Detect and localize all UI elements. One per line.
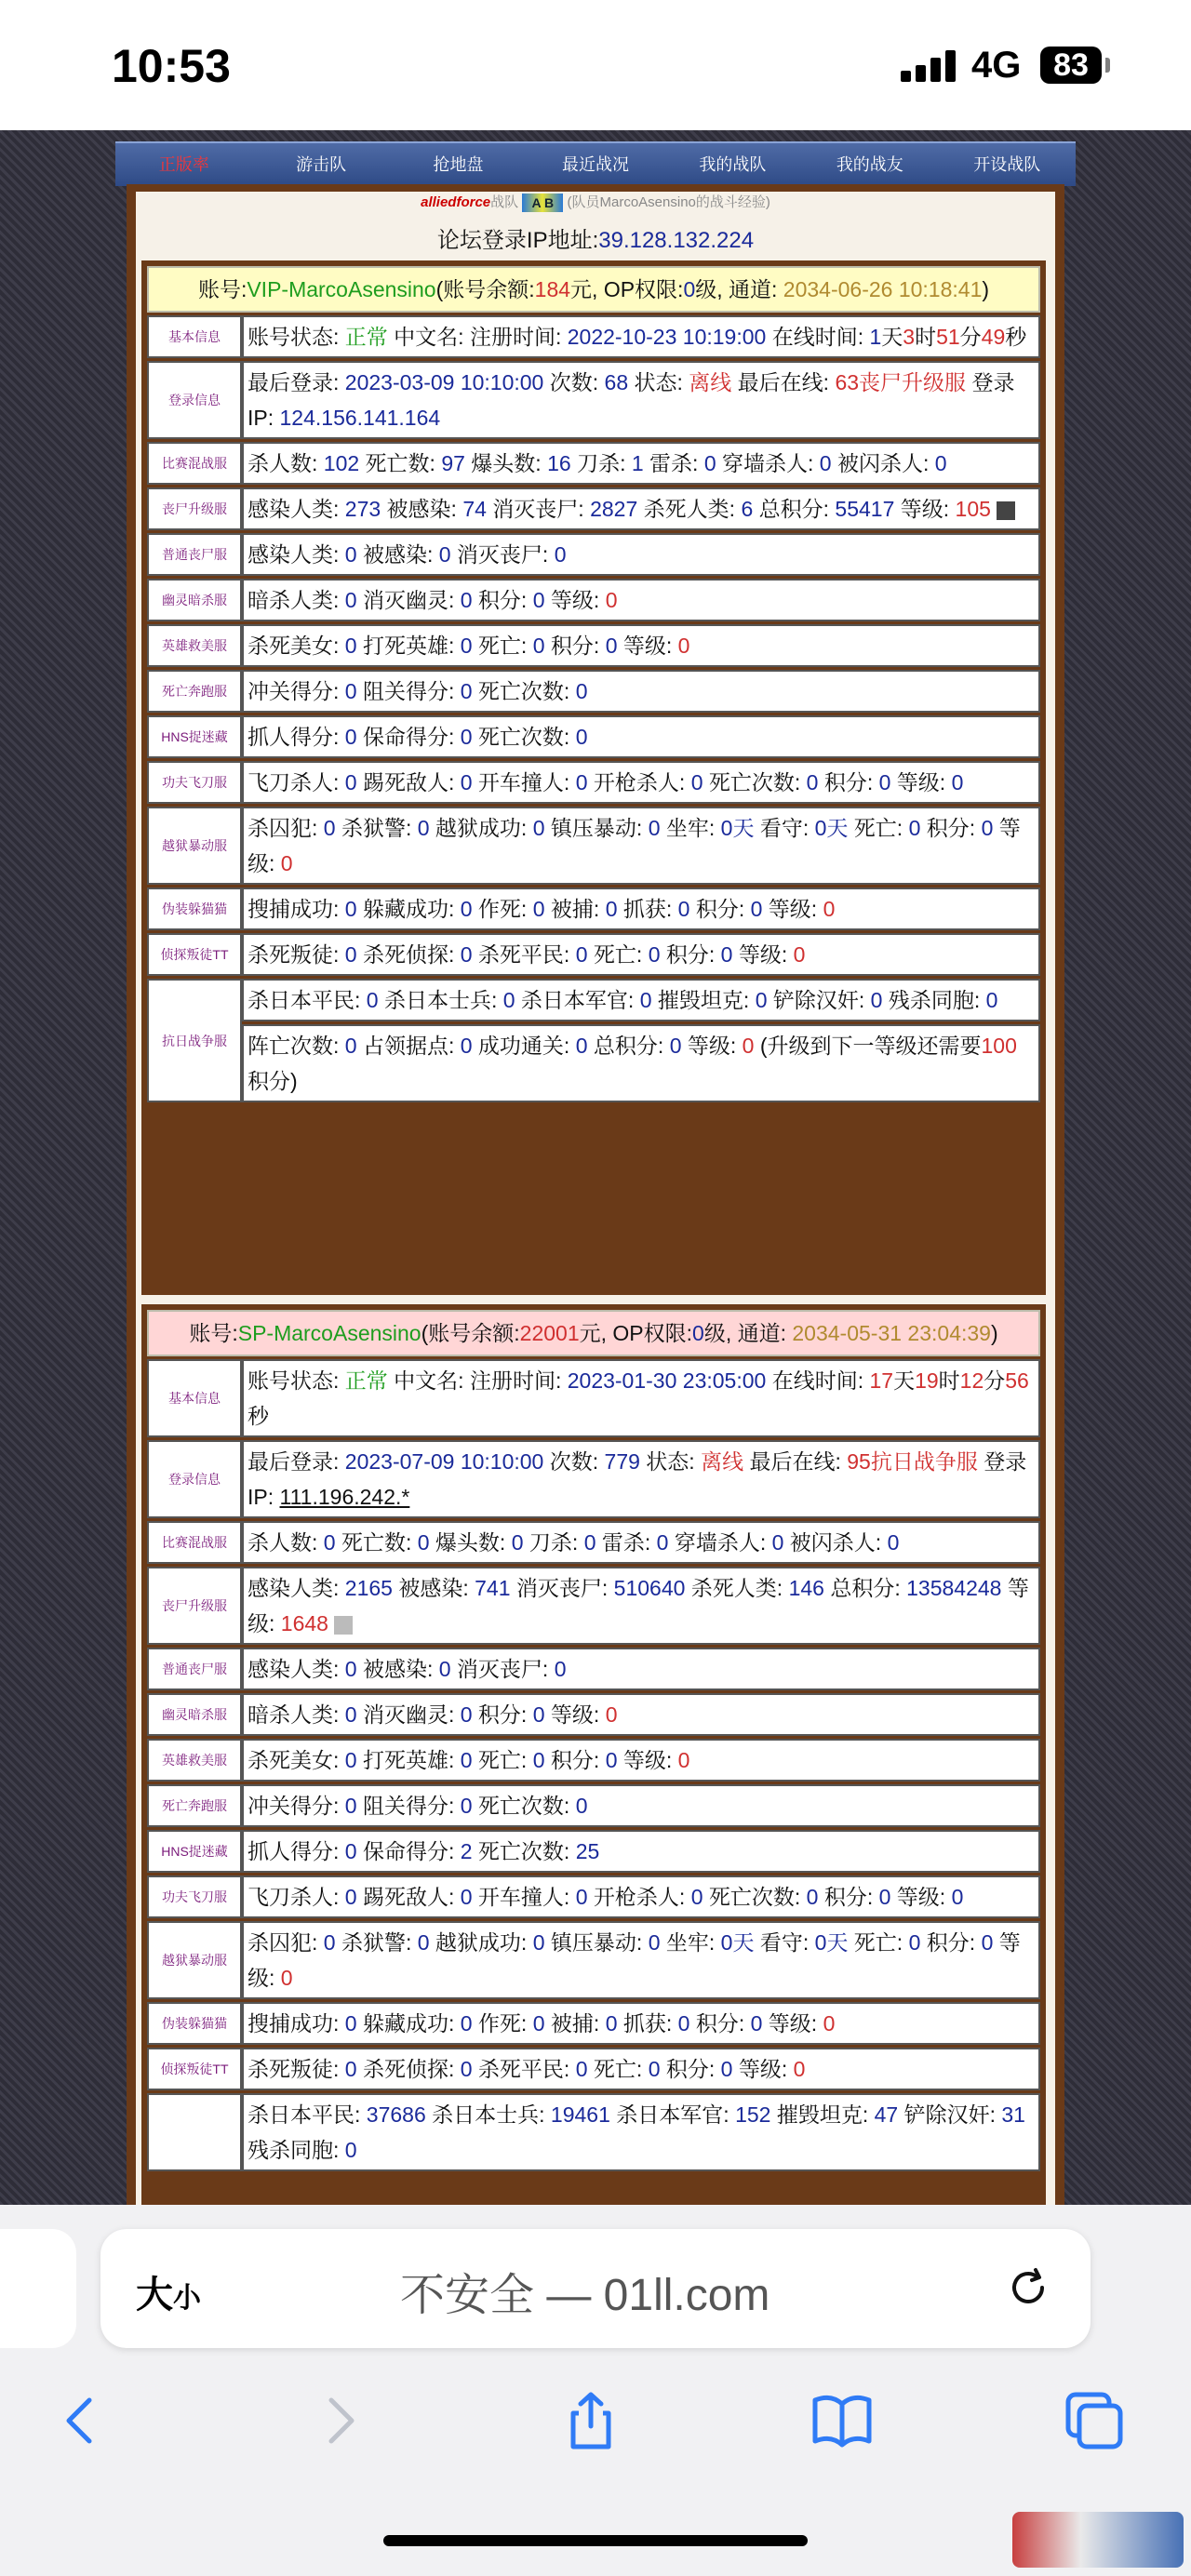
row-value: 最后登录: 2023-07-09 10:10:00 次数: 779 状态: 离线 最后在线: 95抗日战争服 登录IP: 111.196.242.*	[242, 1440, 1040, 1518]
channel-value: 2034-05-31 23:04:39	[792, 1321, 991, 1345]
row-value: 暗杀人类: 0 消灭幽灵: 0 积分: 0 等级: 0	[242, 1693, 1040, 1736]
team-name[interactable]: alliedforce	[421, 194, 491, 210]
row-label: 死亡奔跑服	[147, 670, 242, 713]
share-icon[interactable]	[558, 2391, 623, 2450]
stats-row	[147, 670, 1040, 713]
previous-tab-preview[interactable]	[0, 2229, 76, 2348]
account-name: SP-MarcoAsensino	[237, 1321, 422, 1345]
row-value: 杀死叛徒: 0 杀死侦探: 0 杀死平民: 0 死亡: 0 积分: 0 等级: 0	[242, 2048, 1040, 2090]
row-value: 搜捕成功: 0 躲藏成功: 0 作死: 0 被捕: 0 抓获: 0 积分: 0 等级: 0	[242, 888, 1040, 930]
row-label: 抗日战争服	[147, 979, 242, 1102]
row-value: 杀人数: 0 死亡数: 0 爆头数: 0 刀杀: 0 雷杀: 0 穿墙杀人: 0 被闪杀人: 0	[242, 1521, 1040, 1564]
text-size-small-label: 小	[173, 2283, 201, 2314]
row-label: 侦探叛徒TT	[147, 933, 242, 976]
stats-table	[147, 313, 1040, 1105]
stats-row	[147, 979, 1040, 1021]
row-value: 杀日本平民: 37686 杀日本士兵: 19461 杀日本军官: 152 摧毁坦克: 47 铲除汉奸: 31 残杀同胞: 0	[242, 2093, 1040, 2171]
row-value: 最后登录: 2023-03-09 10:10:00 次数: 68 状态: 离线 最后在线: 63丧尸升级服 登录IP: 124.156.141.164	[242, 361, 1040, 439]
row-label: 登录信息	[147, 361, 242, 439]
balance-unit: 元,	[570, 277, 598, 301]
nav-item-0[interactable]: 正版率	[158, 155, 209, 174]
op-value: 0	[692, 1321, 704, 1345]
url-text[interactable]: 不安全 — 01ll.com	[400, 2271, 770, 2320]
team-title	[140, 192, 1051, 214]
nav-item-3[interactable]: 最近战况	[561, 155, 629, 174]
ip-label: 论坛登录IP地址:	[436, 228, 599, 253]
stats-row	[147, 487, 1040, 530]
row-value: 杀囚犯: 0 杀狱警: 0 越狱成功: 0 镇压暴动: 0 坐牢: 0天 看守: 0天 死亡: 0 积分: 0 等级: 0	[242, 1921, 1040, 1999]
stats-row	[147, 1521, 1040, 1564]
stats-row	[147, 361, 1040, 439]
stats-row	[147, 1567, 1040, 1645]
stats-row	[147, 807, 1040, 885]
op-label: OP权限:	[603, 277, 684, 301]
member-note: (队员MarcoAsensino的战斗经验)	[567, 194, 770, 210]
stats-row	[147, 1693, 1040, 1736]
stats-row	[147, 1784, 1040, 1827]
clock: 10:53	[112, 40, 231, 92]
stats-row	[147, 624, 1040, 667]
account-block-1	[141, 260, 1046, 1295]
stats-row	[147, 533, 1040, 576]
row-label: 英雄救美服	[147, 624, 242, 667]
row-value: 杀死叛徒: 0 杀死侦探: 0 杀死平民: 0 死亡: 0 积分: 0 等级: 0	[242, 933, 1040, 976]
stats-row	[147, 1648, 1040, 1690]
row-value: 阵亡次数: 0 占领据点: 0 成功通关: 0 总积分: 0 等级: 0 (升级到下一等级还需要100积分)	[242, 1024, 1040, 1102]
cellular-signal-icon	[901, 50, 958, 82]
row-value: 账号状态: 正常 中文名: 注册时间: 2022-10-23 10:19:00 在线时间: 1天3时51分49秒	[242, 315, 1040, 358]
op-suffix: 级,	[703, 1321, 732, 1345]
stats-row	[147, 1739, 1040, 1782]
stats-row	[147, 2093, 1040, 2171]
nav-item-6[interactable]: 开设战队	[973, 155, 1041, 174]
balance-label: (账号余额:	[421, 1321, 520, 1345]
battery-tip	[1105, 58, 1110, 73]
stats-row	[147, 1440, 1040, 1518]
stats-row	[147, 761, 1040, 804]
account-prefix: 账号:	[197, 277, 248, 301]
stats-row	[147, 1024, 1040, 1102]
row-value: 杀死美女: 0 打死英雄: 0 死亡: 0 积分: 0 等级: 0	[242, 624, 1040, 667]
row-label: 功夫飞刀服	[147, 761, 242, 804]
row-value: 感染人类: 2165 被感染: 741 消灭丧尸: 510640 杀死人类: 146 总积分: 13584248 等级: 1648	[242, 1567, 1040, 1645]
stats-row	[147, 888, 1040, 930]
row-label: 基本信息	[147, 315, 242, 358]
row-label: 伪装躲猫猫	[147, 2002, 242, 2045]
row-value: 搜捕成功: 0 躲藏成功: 0 作死: 0 被捕: 0 抓获: 0 积分: 0 等级: 0	[242, 2002, 1040, 2045]
balance-label: (账号余额:	[435, 277, 535, 301]
balance-value: 22001	[519, 1321, 580, 1345]
row-label: HNS捉迷藏	[147, 715, 242, 758]
stats-row	[147, 1830, 1040, 1873]
nav-item-2[interactable]: 抢地盘	[433, 155, 484, 174]
stats-row	[147, 1921, 1040, 1999]
row-value: 感染人类: 0 被感染: 0 消灭丧尸: 0	[242, 533, 1040, 576]
row-label: 登录信息	[147, 1440, 242, 1518]
battery-icon: 83	[1040, 47, 1102, 84]
reload-icon[interactable]	[1005, 2264, 1051, 2311]
team-logo: A B	[522, 194, 563, 212]
row-label: 普通丧尸服	[147, 533, 242, 576]
row-label: 比赛混战服	[147, 1521, 242, 1564]
tabs-icon[interactable]	[1063, 2391, 1128, 2450]
team-suffix: 战队	[490, 194, 519, 210]
stats-row	[147, 1875, 1040, 1918]
account-name: VIP-MarcoAsensino	[247, 277, 436, 301]
row-label: 越狱暴动服	[147, 1921, 242, 1999]
row-label: 功夫飞刀服	[147, 1875, 242, 1918]
row-value: 杀死美女: 0 打死英雄: 0 死亡: 0 积分: 0 等级: 0	[242, 1739, 1040, 1782]
op-value: 0	[683, 277, 696, 301]
row-label: 幽灵暗杀服	[147, 1693, 242, 1736]
row-value: 暗杀人类: 0 消灭幽灵: 0 积分: 0 等级: 0	[242, 579, 1040, 621]
stats-row	[147, 579, 1040, 621]
row-value: 飞刀杀人: 0 踢死敌人: 0 开车撞人: 0 开枪杀人: 0 死亡次数: 0 积分: 0 等级: 0	[242, 761, 1040, 804]
nav-item-1[interactable]: 游击队	[296, 155, 347, 174]
row-value: 冲关得分: 0 阻关得分: 0 死亡次数: 0	[242, 670, 1040, 713]
row-label: 侦探叛徒TT	[147, 2048, 242, 2090]
row-label: 普通丧尸服	[147, 1648, 242, 1690]
stats-row	[147, 2002, 1040, 2045]
row-value: 飞刀杀人: 0 踢死敌人: 0 开车撞人: 0 开枪杀人: 0 死亡次数: 0 积分: 0 等级: 0	[242, 1875, 1040, 1918]
row-value: 杀囚犯: 0 杀狱警: 0 越狱成功: 0 镇压暴动: 0 坐牢: 0天 看守: 0天 死亡: 0 积分: 0 等级: 0	[242, 807, 1040, 885]
row-label: 英雄救美服	[147, 1739, 242, 1782]
row-value: 感染人类: 0 被感染: 0 消灭丧尸: 0	[242, 1648, 1040, 1690]
ip-value: 39.128.132.224	[598, 228, 755, 253]
stats-table	[147, 1356, 1040, 2174]
channel-label: 通道:	[729, 277, 778, 301]
status-bar	[0, 0, 1191, 130]
account-prefix: 账号:	[189, 1321, 238, 1345]
row-label: 比赛混战服	[147, 442, 242, 485]
row-label: 丧尸升级服	[147, 1567, 242, 1645]
row-value: 杀人数: 102 死亡数: 97 爆头数: 16 刀杀: 1 雷杀: 0 穿墙杀人: 0 被闪杀人: 0	[242, 442, 1040, 485]
stats-row	[147, 933, 1040, 976]
channel-label: 通道:	[737, 1321, 786, 1345]
row-value: 冲关得分: 0 阻关得分: 0 死亡次数: 0	[242, 1784, 1040, 1827]
stats-row	[147, 315, 1040, 358]
account-block-2	[141, 1304, 1046, 2205]
top-nav	[115, 141, 1076, 186]
stats-row	[147, 2048, 1040, 2090]
text-size-button[interactable]	[136, 2265, 201, 2318]
row-label: 丧尸升级服	[147, 487, 242, 530]
header-close: )	[990, 1321, 998, 1345]
back-icon[interactable]	[48, 2391, 114, 2450]
stats-row	[147, 715, 1040, 758]
row-value: 账号状态: 正常 中文名: 注册时间: 2023-01-30 23:05:00 在线时间: 17天19时12分56秒	[242, 1359, 1040, 1437]
row-value: 感染人类: 273 被感染: 74 消灭丧尸: 2827 杀死人类: 6 总积分: 55417 等级: 105	[242, 487, 1040, 530]
row-value: 杀日本平民: 0 杀日本士兵: 0 杀日本军官: 0 摧毁坦克: 0 铲除汉奸: 0 残杀同胞: 0	[242, 979, 1040, 1021]
op-label: OP权限:	[612, 1321, 693, 1345]
home-indicator	[383, 2535, 808, 2546]
row-label: 伪装躲猫猫	[147, 888, 242, 930]
forum-ip	[140, 221, 1051, 253]
row-value: 抓人得分: 0 保命得分: 0 死亡次数: 0	[242, 715, 1040, 758]
channel-value: 2034-06-26 10:18:41	[783, 277, 983, 301]
balance-value: 184	[534, 277, 571, 301]
op-suffix: 级,	[695, 277, 723, 301]
stats-row	[147, 442, 1040, 485]
header-close: )	[982, 277, 990, 301]
network-type: 4G	[971, 45, 1022, 86]
row-value: 抓人得分: 0 保命得分: 2 死亡次数: 25	[242, 1830, 1040, 1873]
bookmarks-icon[interactable]	[810, 2391, 875, 2450]
row-label: 死亡奔跑服	[147, 1784, 242, 1827]
balance-unit: 元,	[579, 1321, 608, 1345]
account-header	[147, 266, 1040, 313]
text-size-label: 大	[136, 2275, 173, 2316]
row-label: 幽灵暗杀服	[147, 579, 242, 621]
row-label: HNS捉迷藏	[147, 1830, 242, 1873]
row-label: 越狱暴动服	[147, 807, 242, 885]
watermark-logo	[1012, 2512, 1184, 2568]
row-label	[147, 2093, 242, 2171]
forward-icon[interactable]	[307, 2391, 372, 2450]
nav-item-4[interactable]: 我的战队	[699, 155, 767, 174]
account-header	[147, 1310, 1040, 1356]
stats-row	[147, 1359, 1040, 1437]
nav-item-5[interactable]: 我的战友	[836, 155, 903, 174]
row-label: 基本信息	[147, 1359, 242, 1437]
